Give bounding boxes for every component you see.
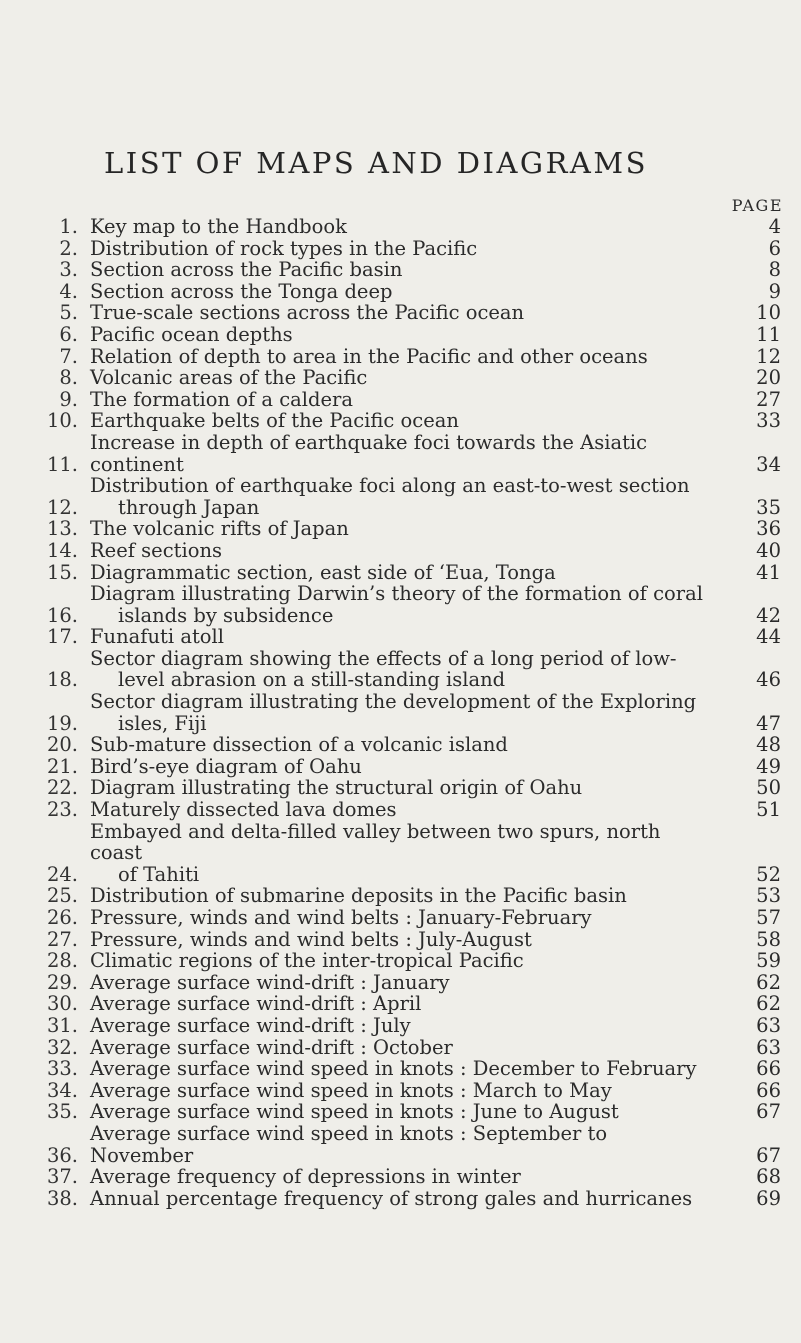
entry-number: 17. (46, 625, 78, 649)
entry-title-line: Diagram illustrating Darwin’s theory of the formation of coral (90, 582, 703, 606)
entry-number: 26. (46, 906, 78, 929)
entry-title (78, 475, 711, 518)
entry-page-number: 41 (756, 560, 781, 584)
entry-page-number: 59 (756, 949, 781, 973)
entry-title-line: Bird’s-eye diagram of Oahu (90, 754, 362, 778)
entry-title (78, 1188, 711, 1210)
list-item (0, 346, 801, 368)
entry-title (78, 389, 711, 411)
entry-title (78, 1123, 711, 1166)
entry-page-number: 9 (768, 279, 781, 303)
entry-title (78, 907, 711, 929)
list-item (0, 1037, 801, 1059)
list-item (0, 1101, 801, 1123)
entry-page-number: 67 (756, 1143, 781, 1167)
entry-title-continuation: islands by subsidence (118, 603, 334, 627)
entry-page-number: 66 (756, 1078, 781, 1102)
list-item (0, 972, 801, 994)
entry-title-line: Funafuti atoll (90, 625, 224, 649)
entry-title-line: Earthquake belts of the Pacific ocean (90, 409, 459, 433)
entry-number: 22. (46, 776, 78, 800)
entry-title (78, 734, 711, 756)
page-title: LIST OF MAPS AND DIAGRAMS (104, 146, 648, 181)
list-item (0, 583, 801, 626)
entry-title (78, 1166, 711, 1188)
entry-page-number: 42 (756, 603, 781, 627)
entry-title-line: The volcanic rifts of Japan (90, 517, 349, 541)
entry-number: 4. (59, 279, 78, 303)
entry-page-number: 52 (756, 862, 781, 886)
list-item (0, 1015, 801, 1037)
entry-title-line: The formation of a caldera (90, 387, 354, 411)
entry-number: 21. (46, 754, 78, 778)
list-item (0, 907, 801, 929)
entry-page-number: 11 (756, 322, 781, 346)
entry-title (78, 1037, 711, 1059)
entry-title-line: Average surface wind-drift : July (90, 1013, 411, 1037)
entry-title-continuation: through Japan (118, 495, 260, 519)
entry-number: 28. (46, 949, 78, 973)
entry-page-number: 20 (756, 366, 781, 390)
entry-title (78, 821, 711, 886)
entry-title-line: Average surface wind speed in knots : March to May (90, 1078, 612, 1102)
entry-number: 2. (59, 236, 78, 260)
entry-title (78, 259, 711, 281)
entry-title-line: Diagrammatic section, east side of ‘Eua, Tonga (90, 560, 556, 584)
entry-title (78, 885, 711, 907)
entry-title-line: Average surface wind-drift : January (90, 970, 450, 994)
list-item (0, 799, 801, 821)
entry-title-line: Pressure, winds and wind belts : July-August (90, 927, 532, 951)
list-item (0, 734, 801, 756)
entry-title (78, 756, 711, 778)
entry-title-line: Increase in depth of earthquake foci towards the Asiatic continent (90, 430, 648, 476)
entry-number: 36. (46, 1143, 78, 1167)
entry-page-number: 4 (768, 215, 781, 238)
entry-title (78, 281, 711, 303)
entry-number: 16. (46, 603, 78, 627)
entry-title-continuation: level abrasion on a still-standing island (118, 668, 506, 692)
entry-title-line: Climatic regions of the inter-tropical Pacific (90, 949, 524, 973)
entry-title (78, 1058, 711, 1080)
entry-page-number: 63 (756, 1013, 781, 1037)
entry-page-number: 67 (756, 1100, 781, 1124)
entry-title (78, 777, 711, 799)
entry-number: 34. (46, 1078, 78, 1102)
entry-page-number: 47 (756, 711, 781, 735)
entry-title (78, 346, 711, 368)
entry-number: 20. (46, 733, 78, 757)
list-item (0, 238, 801, 260)
entry-title-line: Average surface wind-drift : October (90, 1035, 453, 1059)
list-item (0, 259, 801, 281)
entry-page-number: 6 (768, 236, 781, 260)
entry-page-number: 62 (756, 970, 781, 994)
list-item (0, 562, 801, 584)
list-item (0, 302, 801, 324)
entry-title (78, 367, 711, 389)
entry-page-number: 51 (756, 798, 781, 822)
entry-page-number: 49 (756, 754, 781, 778)
list-item (0, 1188, 801, 1210)
entry-number: 27. (46, 927, 78, 951)
entry-number: 14. (46, 538, 78, 562)
entry-number: 25. (46, 884, 78, 908)
entry-title-line: Pressure, winds and wind belts : January-February (90, 906, 592, 929)
entry-title-line: Distribution of rock types in the Pacific (90, 236, 478, 260)
entry-title (78, 648, 711, 691)
entry-title (78, 1080, 711, 1102)
entry-title-line: Distribution of earthquake foci along an east-to-west section (90, 474, 690, 498)
entry-number: 5. (59, 301, 78, 325)
entry-title (78, 929, 711, 951)
list-item (0, 648, 801, 691)
entry-page-number: 69 (756, 1186, 781, 1210)
entry-title-line: Key map to the Handbook (90, 215, 347, 238)
entry-number: 3. (59, 258, 78, 282)
entry-title (78, 410, 711, 432)
entry-title (78, 1101, 711, 1123)
entry-title-line: Distribution of submarine deposits in the Pacific basin (90, 884, 627, 908)
entry-title (78, 238, 711, 260)
entries-list (0, 216, 801, 1209)
list-item (0, 518, 801, 540)
entry-page-number: 68 (756, 1165, 781, 1189)
entry-title (78, 950, 711, 972)
entry-title-line: Pacific ocean depths (90, 322, 293, 346)
entry-number: 12. (46, 495, 78, 519)
entry-number: 15. (46, 560, 78, 584)
entry-number: 29. (46, 970, 78, 994)
list-item (0, 410, 801, 432)
entry-page-number: 33 (756, 409, 781, 433)
list-item (0, 950, 801, 972)
entry-number: 9. (59, 387, 78, 411)
entry-number: 37. (46, 1165, 78, 1189)
list-item (0, 993, 801, 1015)
entry-title-continuation: isles, Fiji (118, 711, 207, 735)
entry-page-number: 46 (756, 668, 781, 692)
entry-page-number: 63 (756, 1035, 781, 1059)
entry-page-number: 62 (756, 992, 781, 1016)
list-item (0, 929, 801, 951)
entry-title-line: Embayed and delta-filled valley between two spurs, north coast (90, 819, 661, 865)
entry-title-line: Section across the Tonga deep (90, 279, 393, 303)
entry-title-line: Sector diagram illustrating the development of the Exploring (90, 690, 697, 714)
list-item (0, 281, 801, 303)
entry-page-number: 57 (756, 906, 781, 929)
entry-title-line: Diagram illustrating the structural origin of Oahu (90, 776, 583, 800)
entry-number: 11. (46, 452, 78, 476)
entry-page-number: 66 (756, 1057, 781, 1081)
entry-number: 6. (59, 322, 78, 346)
entry-title-line: Average surface wind speed in knots : December to February (90, 1057, 697, 1081)
entry-title-line: Section across the Pacific basin (90, 258, 403, 282)
entry-title-line: Average surface wind-drift : April (90, 992, 422, 1016)
list-item (0, 432, 801, 475)
entry-title-line: Sub-mature dissection of a volcanic island (90, 733, 508, 757)
list-item (0, 777, 801, 799)
entry-page-number: 58 (756, 927, 781, 951)
entry-title-line: Relation of depth to area in the Pacific and other oceans (90, 344, 648, 368)
entry-page-number: 44 (756, 625, 781, 649)
entry-title (78, 691, 711, 734)
entry-page-number: 53 (756, 884, 781, 908)
entry-title (78, 993, 711, 1015)
entry-number: 1. (59, 215, 78, 238)
entry-page-number: 35 (756, 495, 781, 519)
entry-page-number: 50 (756, 776, 781, 800)
entry-title (78, 626, 711, 648)
entry-page-number: 36 (756, 517, 781, 541)
list-item (0, 389, 801, 411)
entry-title (78, 562, 711, 584)
entry-page-number: 40 (756, 538, 781, 562)
list-item (0, 540, 801, 562)
entry-number: 31. (46, 1013, 78, 1037)
entry-title (78, 799, 711, 821)
entry-page-number: 34 (756, 452, 781, 476)
entry-title (78, 432, 711, 475)
entry-number: 19. (46, 711, 78, 735)
list-item (0, 885, 801, 907)
entry-page-number: 12 (756, 344, 781, 368)
list-item (0, 626, 801, 648)
list-item (0, 475, 801, 518)
entry-page-number: 27 (756, 387, 781, 411)
entry-title-continuation: of Tahiti (118, 862, 200, 886)
list-item (0, 1166, 801, 1188)
entry-title (78, 324, 711, 346)
entry-number: 33. (46, 1057, 78, 1081)
entry-title (78, 518, 711, 540)
entry-number: 18. (46, 668, 78, 692)
entry-number: 13. (46, 517, 78, 541)
entry-title-line: Average surface wind speed in knots : September to November (90, 1121, 608, 1167)
list-item (0, 1123, 801, 1166)
entry-number: 24. (46, 862, 78, 886)
entry-title (78, 302, 711, 324)
entry-number: 23. (46, 798, 78, 822)
entry-page-number: 48 (756, 733, 781, 757)
entry-title (78, 216, 711, 238)
list-item (0, 821, 801, 886)
entry-title-line: Volcanic areas of the Pacific (90, 366, 368, 390)
entry-title-line: Average frequency of depressions in winter (90, 1165, 521, 1189)
page-column-label: PAGE (731, 196, 783, 215)
entry-number: 7. (59, 344, 78, 368)
entry-number: 35. (46, 1100, 78, 1124)
entry-title-line: Maturely dissected lava domes (90, 798, 397, 822)
entry-page-number: 10 (756, 301, 781, 325)
entry-page-number: 8 (768, 258, 781, 282)
entry-title (78, 972, 711, 994)
entry-title (78, 583, 711, 626)
entry-title (78, 540, 711, 562)
entry-title-line: True-scale sections across the Pacific ocean (90, 301, 525, 325)
entry-title-line: Reef sections (90, 538, 223, 562)
entry-title-line: Average surface wind speed in knots : June to August (90, 1100, 619, 1124)
list-item (0, 367, 801, 389)
list-item (0, 1058, 801, 1080)
list-item (0, 691, 801, 734)
entry-number: 32. (46, 1035, 78, 1059)
entry-title-line: Annual percentage frequency of strong gales and hurricanes (90, 1186, 693, 1210)
entry-number: 8. (59, 366, 78, 390)
entry-title-line: Sector diagram showing the effects of a long period of low- (90, 646, 677, 670)
entry-title (78, 1015, 711, 1037)
list-item (0, 756, 801, 778)
list-item (0, 1080, 801, 1102)
entry-number: 38. (46, 1186, 78, 1210)
entry-number: 10. (46, 409, 78, 433)
list-item (0, 216, 801, 238)
entry-number: 30. (46, 992, 78, 1016)
list-item (0, 324, 801, 346)
